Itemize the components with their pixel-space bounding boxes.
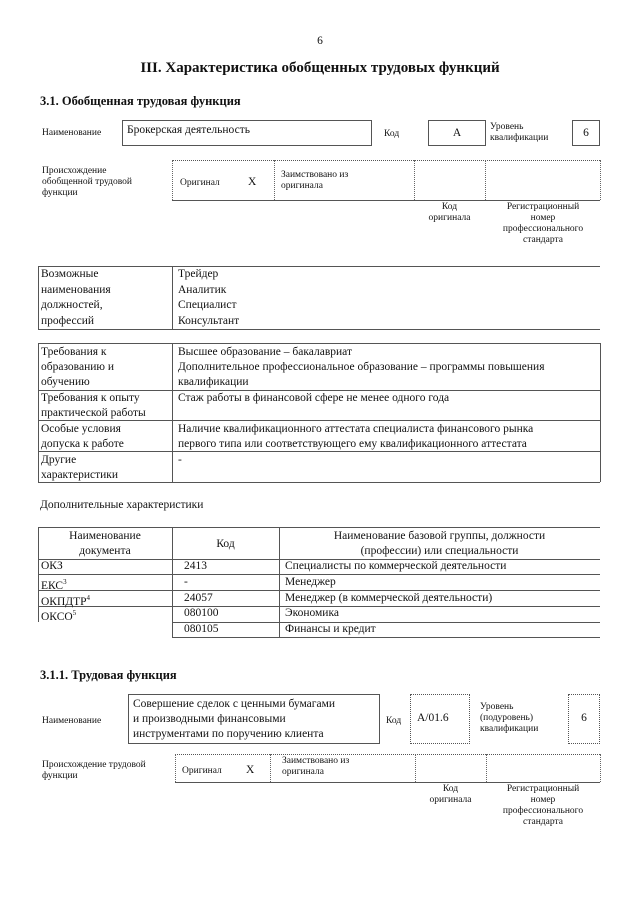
gtf-name-box <box>122 120 372 146</box>
tf-reg-number-caption: Регистрационный номер профессионального стандарта <box>502 784 584 827</box>
gtf-original-mark: X <box>248 176 257 188</box>
tf-original-label: Оригинал <box>182 766 222 776</box>
gtf-borrowed-label: Заимствовано из оригинала <box>281 170 349 191</box>
tf-level-box <box>568 694 600 744</box>
col-header-code: Код <box>216 538 235 550</box>
tf-borrowed-label: Заимствовано из оригинала <box>282 756 350 777</box>
col-header-doc: Наименование документа <box>69 530 141 557</box>
req-education-label: Требования к образованию и обучению <box>41 346 114 388</box>
tf-name-box <box>128 694 380 744</box>
gtf-name-value: Брокерская деятельность <box>127 124 250 136</box>
tf-heading: 3.1.1. Трудовая функция <box>40 668 177 682</box>
tf-code-label: Код <box>386 716 402 726</box>
tf-code-box <box>410 694 470 744</box>
gtf-code-label: Код <box>384 129 400 139</box>
tf-original-mark: X <box>246 764 255 776</box>
tf-code-original-caption: Код оригинала <box>429 784 472 805</box>
gtf-code-value: А <box>452 127 462 139</box>
req-experience-value: Стаж работы в финансовой сфере не менее одного года <box>178 392 450 404</box>
gtf-level-label: Уровень квалификации <box>490 122 549 143</box>
req-other-label: Другие характеристики <box>41 454 119 481</box>
additional-heading: Дополнительные характеристики <box>40 499 204 511</box>
page-number: 6 <box>317 35 323 47</box>
col-header-name: Наименование базовой группы, должности (профессии) или специальности <box>333 530 546 557</box>
section-title: III. Характеристика обобщенных трудовых функций <box>140 60 500 76</box>
tf-level-value: 6 <box>581 712 587 724</box>
list-item: Консультант <box>178 314 240 327</box>
gtf-code-box <box>428 120 486 146</box>
tf-code-value: А/01.6 <box>417 712 449 724</box>
gtf-level-box <box>572 120 600 146</box>
positions-label: Возможные наименования должностей, профессий <box>41 268 111 327</box>
gtf-code-original-caption: Код оригинала <box>428 202 471 223</box>
tf-origin-label: Происхождение трудовой функции <box>42 760 146 781</box>
tf-level-label: Уровень (подуровень) квалификации <box>480 702 539 734</box>
req-conditions-value: Наличие квалификационного аттестата специалиста финансового рынка первого типа или соответствующего ему квалификационного аттестата <box>178 423 534 450</box>
gtf-reg-number-caption: Регистрационный номер профессионального стандарта <box>502 202 584 245</box>
req-other-value: - <box>178 454 182 466</box>
gtf-original-label: Оригинал <box>180 178 220 188</box>
gtf-origin-label: Происхождение обобщенной трудовой функции <box>42 166 132 198</box>
gtf-level-value: 6 <box>583 127 589 139</box>
gtf-name-label: Наименование <box>42 128 102 138</box>
gtf-heading: 3.1. Обобщенная трудовая функция <box>40 94 241 108</box>
req-education-value: Высшее образование – бакалавриат Дополнительное профессиональное образование – программы повышения квалификации <box>178 346 545 388</box>
tf-name-label: Наименование <box>42 716 102 726</box>
positions-list <box>178 267 239 329</box>
req-conditions-label: Особые условия допуска к работе <box>41 423 124 450</box>
req-experience-label: Требования к опыту практической работы <box>41 392 146 419</box>
tf-name-value: Совершение сделок с ценными бумагами и производными финансовыми инструментами по поручению клиента <box>133 698 336 740</box>
list-item: Трейдер <box>178 268 219 280</box>
list-item: Аналитик <box>178 283 227 296</box>
list-item: Специалист <box>178 299 237 311</box>
